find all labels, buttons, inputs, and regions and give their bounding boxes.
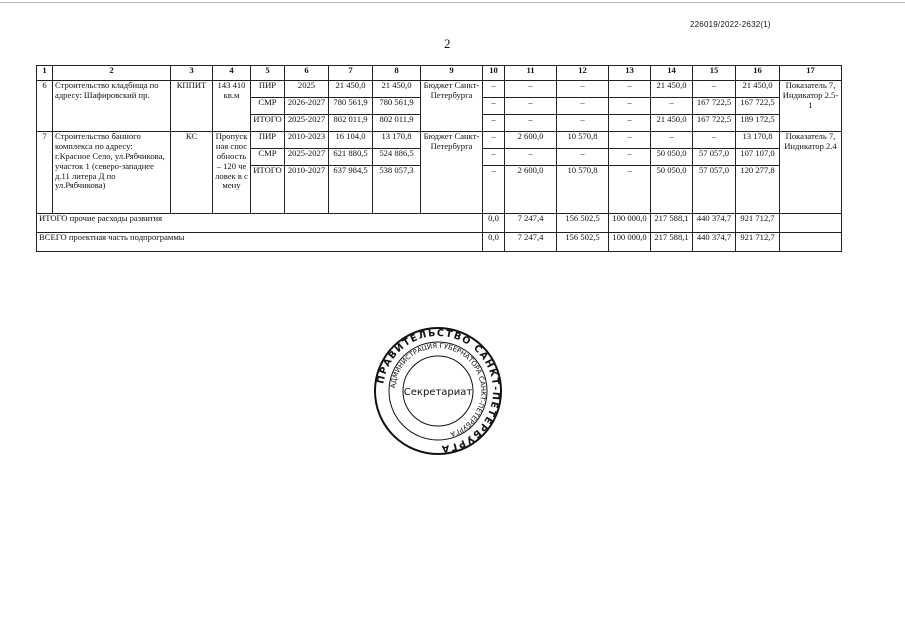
cell: 50 050,0 [651, 166, 693, 214]
indicator: Показатель 7, Индикатор 2.5-1 [780, 81, 842, 132]
column-header: 16 [736, 66, 780, 81]
period: 2026-2027 [285, 98, 329, 115]
cell: – [609, 81, 651, 98]
cell: 0,0 [483, 214, 505, 233]
column-header: 7 [329, 66, 373, 81]
cell: – [557, 98, 609, 115]
page-number: 2 [444, 36, 451, 51]
work-type: СМР [251, 98, 285, 115]
cell: – [483, 132, 505, 149]
column-header: 8 [373, 66, 421, 81]
cell: – [557, 115, 609, 132]
cell: 100 000,0 [609, 233, 651, 252]
top-edge-line [0, 2, 905, 3]
cell: 217 588,1 [651, 233, 693, 252]
total-label: ИТОГО прочие расходы развития [37, 214, 483, 233]
cell: – [609, 149, 651, 166]
cell: 156 502,5 [557, 233, 609, 252]
cell: 217 588,1 [651, 214, 693, 233]
work-type: ИТОГО [251, 115, 285, 132]
column-header: 11 [505, 66, 557, 81]
remaining: 524 886,5 [373, 149, 421, 166]
cost: 21 450,0 [329, 81, 373, 98]
column-header: 2 [53, 66, 171, 81]
cell: – [609, 132, 651, 149]
period: 2025 [285, 81, 329, 98]
remaining: 538 057,3 [373, 166, 421, 214]
agency: КС [171, 132, 213, 214]
cell: – [505, 81, 557, 98]
cell: 2 600,0 [505, 132, 557, 149]
stamp-outer-text: ПРАВИТЕЛЬСТВО САНКТ-ПЕТЕРБУРГА [375, 327, 502, 455]
cell: 10 570,8 [557, 132, 609, 149]
work-type: СМР [251, 149, 285, 166]
document-id: 226019/2022-2632(1) [690, 20, 771, 29]
cell: 7 247,4 [505, 214, 557, 233]
cell: 440 374,7 [693, 214, 736, 233]
remaining: 21 450,0 [373, 81, 421, 98]
row-number: 6 [37, 81, 53, 132]
work-type: ПИР [251, 81, 285, 98]
cost: 621 880,5 [329, 149, 373, 166]
cost: 16 104,0 [329, 132, 373, 149]
cell: 189 172,5 [736, 115, 780, 132]
total-row [37, 214, 842, 233]
column-header: 6 [285, 66, 329, 81]
cost: 780 561,9 [329, 98, 373, 115]
period: 2010-2027 [285, 166, 329, 214]
table-row [37, 81, 842, 98]
cell: 21 450,0 [651, 81, 693, 98]
cost: 802 011,9 [329, 115, 373, 132]
stamp-center-text: Секретариат [403, 387, 473, 398]
cell: 921 712,7 [736, 214, 780, 233]
official-stamp [373, 326, 503, 456]
stamp-inner-text: АДМИНИСТРАЦИЯ ГУБЕРНАТОРА САНКТ-ПЕТЕРБУРГА [389, 341, 488, 439]
funding-source: Бюджет Санкт-Петербурга [421, 81, 483, 132]
column-header: 12 [557, 66, 609, 81]
cell: – [557, 81, 609, 98]
cell: 440 374,7 [693, 233, 736, 252]
cell: 13 170,8 [736, 132, 780, 149]
row-number: 7 [37, 132, 53, 214]
cell: – [609, 115, 651, 132]
column-header: 15 [693, 66, 736, 81]
cell: – [505, 115, 557, 132]
agency: КППИТ [171, 81, 213, 132]
cell: 107 107,0 [736, 149, 780, 166]
program-table [36, 65, 842, 252]
cell: – [483, 81, 505, 98]
column-header: 13 [609, 66, 651, 81]
column-header: 5 [251, 66, 285, 81]
capacity: Пропускная способность – 120 человек в смену [213, 132, 251, 214]
cell: – [609, 98, 651, 115]
cell: – [651, 98, 693, 115]
cell: 921 712,7 [736, 233, 780, 252]
column-header: 10 [483, 66, 505, 81]
cell: 2 600,0 [505, 166, 557, 214]
cell: – [483, 98, 505, 115]
cell: 167 722,5 [693, 98, 736, 115]
total-label: ВСЕГО проектная часть подпрограммы [37, 233, 483, 252]
grand-total-row [37, 233, 842, 252]
cell [780, 233, 842, 252]
cell: – [651, 132, 693, 149]
column-header: 14 [651, 66, 693, 81]
remaining: 802 011,9 [373, 115, 421, 132]
cell: 0,0 [483, 233, 505, 252]
cost: 637 984,5 [329, 166, 373, 214]
indicator: Показатель 7, Индикатор 2.4 [780, 132, 842, 214]
cell [780, 214, 842, 233]
column-header: 9 [421, 66, 483, 81]
column-header: 1 [37, 66, 53, 81]
cell: 100 000,0 [609, 214, 651, 233]
cell: 21 450,0 [736, 81, 780, 98]
column-header: 17 [780, 66, 842, 81]
column-header: 3 [171, 66, 213, 81]
cell: 167 722,5 [693, 115, 736, 132]
remaining: 780 561,9 [373, 98, 421, 115]
period: 2025-2027 [285, 115, 329, 132]
cell: 57 057,0 [693, 149, 736, 166]
cell: – [483, 166, 505, 214]
cell: – [693, 132, 736, 149]
cell: – [505, 98, 557, 115]
table-row [37, 132, 842, 149]
cell: 120 277,8 [736, 166, 780, 214]
cell: – [609, 166, 651, 214]
cell: – [505, 149, 557, 166]
cell: 57 057,0 [693, 166, 736, 214]
cell: 50 050,0 [651, 149, 693, 166]
cell: 7 247,4 [505, 233, 557, 252]
cell: – [483, 115, 505, 132]
cell: 21 450,0 [651, 115, 693, 132]
cell: – [693, 81, 736, 98]
period: 2010-2023 [285, 132, 329, 149]
funding-source: Бюджет Санкт-Петербурга [421, 132, 483, 214]
column-number-row [37, 66, 842, 81]
cell: 156 502,5 [557, 214, 609, 233]
capacity: 143 410 кв.м [213, 81, 251, 132]
remaining: 13 170,8 [373, 132, 421, 149]
work-type: ИТОГО [251, 166, 285, 214]
cell: – [557, 149, 609, 166]
cell: – [483, 149, 505, 166]
period: 2025-2027 [285, 149, 329, 166]
work-type: ПИР [251, 132, 285, 149]
object-name: Строительство кладбища по адресу: Шафировский пр. [53, 81, 171, 132]
cell: 10 570,8 [557, 166, 609, 214]
cell: 167 722,5 [736, 98, 780, 115]
column-header: 4 [213, 66, 251, 81]
object-name: Строительство банного комплекса по адресу: г.Красное Село, ул.Рябчикова, участок 1 (северо-западнее д.11 литера Д по ул.Рябчикова) [53, 132, 171, 214]
